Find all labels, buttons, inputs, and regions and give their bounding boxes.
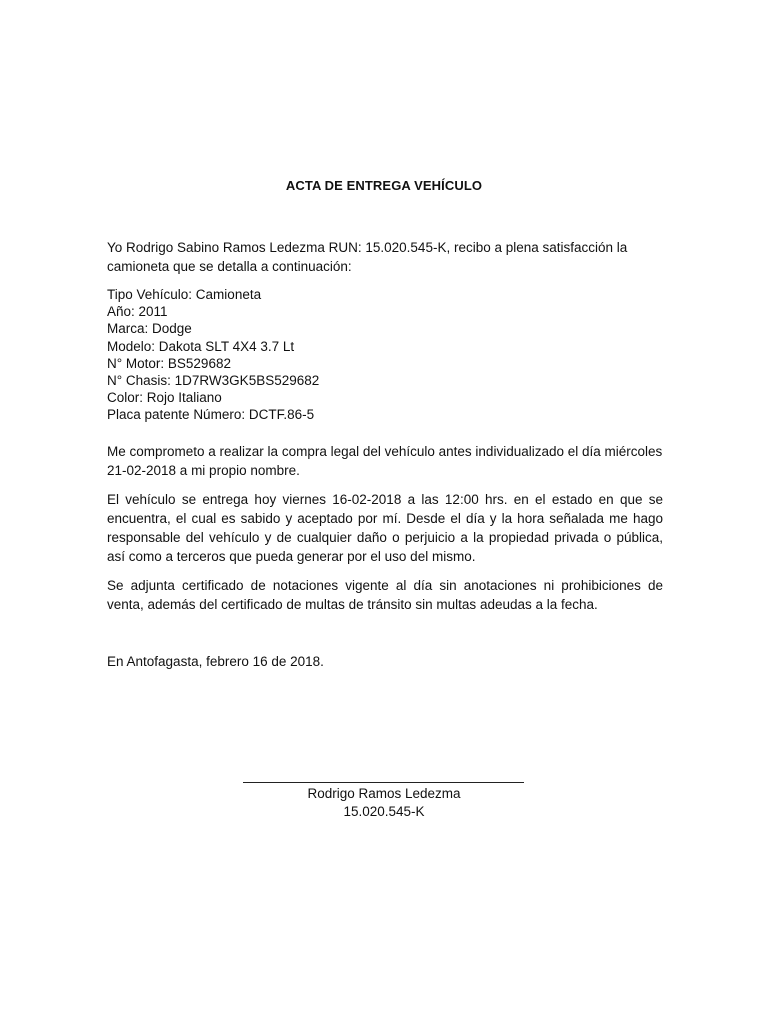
detail-vehicle-type: Tipo Vehículo: Camioneta bbox=[107, 287, 262, 302]
detail-engine-number: N° Motor: BS529682 bbox=[107, 355, 231, 371]
signer-run: 15.020.545-K bbox=[343, 804, 425, 819]
delivery-terms-paragraph: El vehículo se entrega hoy viernes 16-02-2018 a las 12:00 hrs. en el estado en que se encuentra, el cual es sabido y aceptado por mí. Desde el día y la hora señalada me hago responsable del vehículo y de cualquier daño o perjuicio a la propiedad privada o pública, así como a terceros que pueda generar por el uso del mismo. bbox=[107, 492, 663, 564]
detail-plate-number: Placa patente Número: DCTF.86-5 bbox=[107, 407, 315, 423]
intro-paragraph: Yo Rodrigo Sabino Ramos Ledezma RUN: 15.020.545-K, recibo a plena satisfacción la camioneta que se detalla a continuación: bbox=[107, 240, 628, 274]
document-title: ACTA DE ENTREGA VEHÍCULO bbox=[285, 178, 483, 193]
detail-model: Modelo: Dakota SLT 4X4 3.7 Lt bbox=[107, 338, 295, 354]
detail-brand: Marca: Dodge bbox=[107, 321, 192, 337]
place-and-date: En Antofagasta, febrero 16 de 2018. bbox=[107, 654, 324, 669]
purchase-commitment-paragraph: Me comprometo a realizar la compra legal del vehículo antes individualizado el día miércoles 21-02-2018 a mi propio nombre. bbox=[107, 444, 663, 478]
certificates-paragraph: Se adjunta certificado de notaciones vigente al día sin anotaciones ni prohibiciones de venta, además del certificado de multas de tránsito sin multas adeudas a la fecha. bbox=[107, 578, 663, 612]
signer-name: Rodrigo Ramos Ledezma bbox=[307, 786, 461, 801]
detail-year: Año: 2011 bbox=[107, 304, 168, 320]
signature-line bbox=[243, 782, 524, 783]
detail-chassis-number: N° Chasis: 1D7RW3GK5BS529682 bbox=[107, 373, 320, 389]
detail-color: Color: Rojo Italiano bbox=[107, 390, 222, 406]
vehicle-details-list bbox=[107, 286, 663, 424]
